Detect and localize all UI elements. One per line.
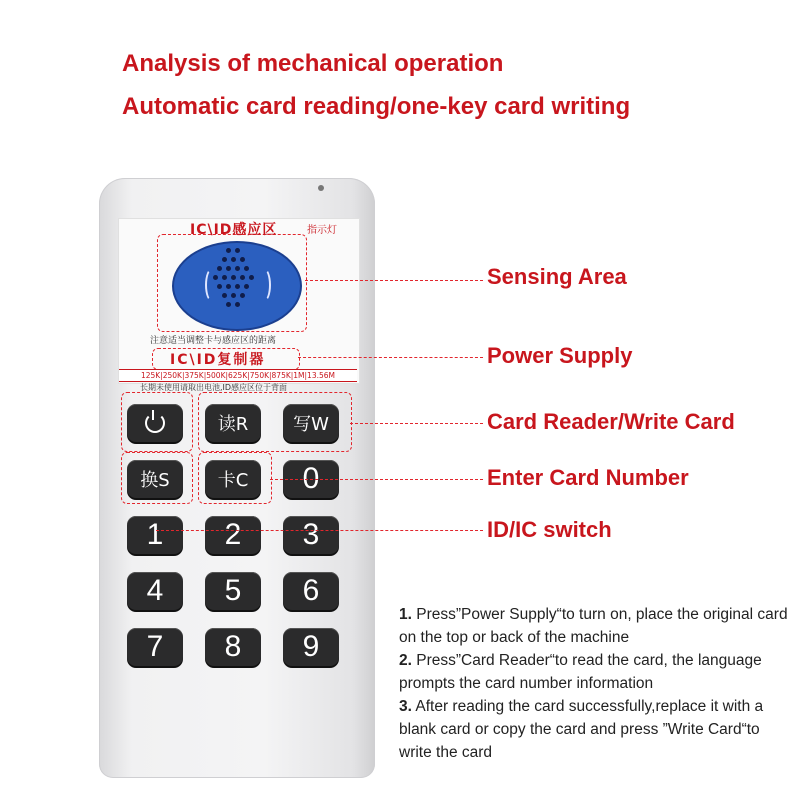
key-8[interactable]: 8: [205, 628, 261, 666]
speaker-dot: [226, 302, 231, 307]
indicator-label: 指示灯: [307, 225, 337, 236]
callout-line-sensing: [305, 280, 483, 281]
read-button[interactable]: 读R: [205, 404, 261, 442]
callout-line-power: [298, 357, 483, 358]
speaker-dot: [217, 284, 222, 289]
callout-enter-card-number: Enter Card Number: [487, 465, 689, 490]
power-icon: [145, 413, 165, 433]
switch-button[interactable]: 换S: [127, 460, 183, 498]
speaker-dot: [235, 266, 240, 271]
callout-card-reader: Card Reader/Write Card: [487, 409, 735, 434]
speaker-dot: [213, 275, 218, 280]
speaker-dot: [231, 257, 236, 262]
heading-analysis: Analysis of mechanical operation: [122, 50, 504, 77]
speaker-dot: [235, 302, 240, 307]
speaker-dot: [244, 284, 249, 289]
key-4[interactable]: 4: [127, 572, 183, 610]
heading-automatic: Automatic card reading/one-key card writing: [122, 93, 631, 120]
speaker-dot: [222, 293, 227, 298]
speaker-dot: [222, 257, 227, 262]
wave-right-icon: [257, 268, 271, 302]
frequency-bar: 125K|250K|375K|500K|625K|750K|875K|1M|13.56M: [119, 369, 357, 382]
speaker-dot: [217, 266, 222, 271]
speaker-dot: [240, 275, 245, 280]
speaker-dot: [226, 284, 231, 289]
speaker-dot: [222, 275, 227, 280]
callout-line-enter: [270, 479, 483, 480]
power-button[interactable]: [127, 404, 183, 442]
instruction-step-1: 1. Press”Power Supply“to turn on, place the original card on the top or back of the machine: [399, 606, 788, 646]
speaker-dot: [240, 257, 245, 262]
speaker-dot: [235, 248, 240, 253]
speaker-dot: [244, 266, 249, 271]
key-1[interactable]: 1: [127, 516, 183, 554]
sensing-area-title: IC\ID感应区: [190, 222, 278, 238]
key-9[interactable]: 9: [283, 628, 339, 666]
write-button[interactable]: 写W: [283, 404, 339, 442]
key-2[interactable]: 2: [205, 516, 261, 554]
callout-sensing-area: Sensing Area: [487, 264, 627, 289]
callout-line-reader: [350, 423, 483, 424]
callout-line-switch: [156, 530, 483, 531]
speaker-dot: [240, 293, 245, 298]
key-7[interactable]: 7: [127, 628, 183, 666]
callout-power-supply: Power Supply: [487, 343, 633, 368]
speaker-dot: [231, 293, 236, 298]
panel-note: 注意适当调整卡与感应区的距离: [150, 336, 277, 346]
key-0[interactable]: 0: [283, 460, 339, 498]
speaker-dot: [231, 275, 236, 280]
key-5[interactable]: 5: [205, 572, 261, 610]
speaker-dot: [226, 266, 231, 271]
instruction-step-3: 3. After reading the card successfully,replace it with a blank card or copy the card and press ”Write Card“to write the card: [399, 698, 764, 761]
key-3[interactable]: 3: [283, 516, 339, 554]
panel-note-secondary: 长期未使用请取出电池,ID感应区位于背面: [140, 383, 288, 392]
speaker-dot: [249, 275, 254, 280]
key-6[interactable]: 6: [283, 572, 339, 610]
copier-title: IC\ID复制器: [170, 352, 266, 368]
instruction-step-2: 2. Press”Card Reader“to read the card, the language prompts the card number information: [399, 652, 762, 692]
indicator-led: [318, 185, 324, 191]
card-button[interactable]: 卡C: [205, 460, 261, 498]
speaker-dot: [235, 284, 240, 289]
instructions: [399, 603, 794, 764]
callout-id-ic-switch: ID/IC switch: [487, 517, 612, 542]
speaker-dot: [226, 248, 231, 253]
